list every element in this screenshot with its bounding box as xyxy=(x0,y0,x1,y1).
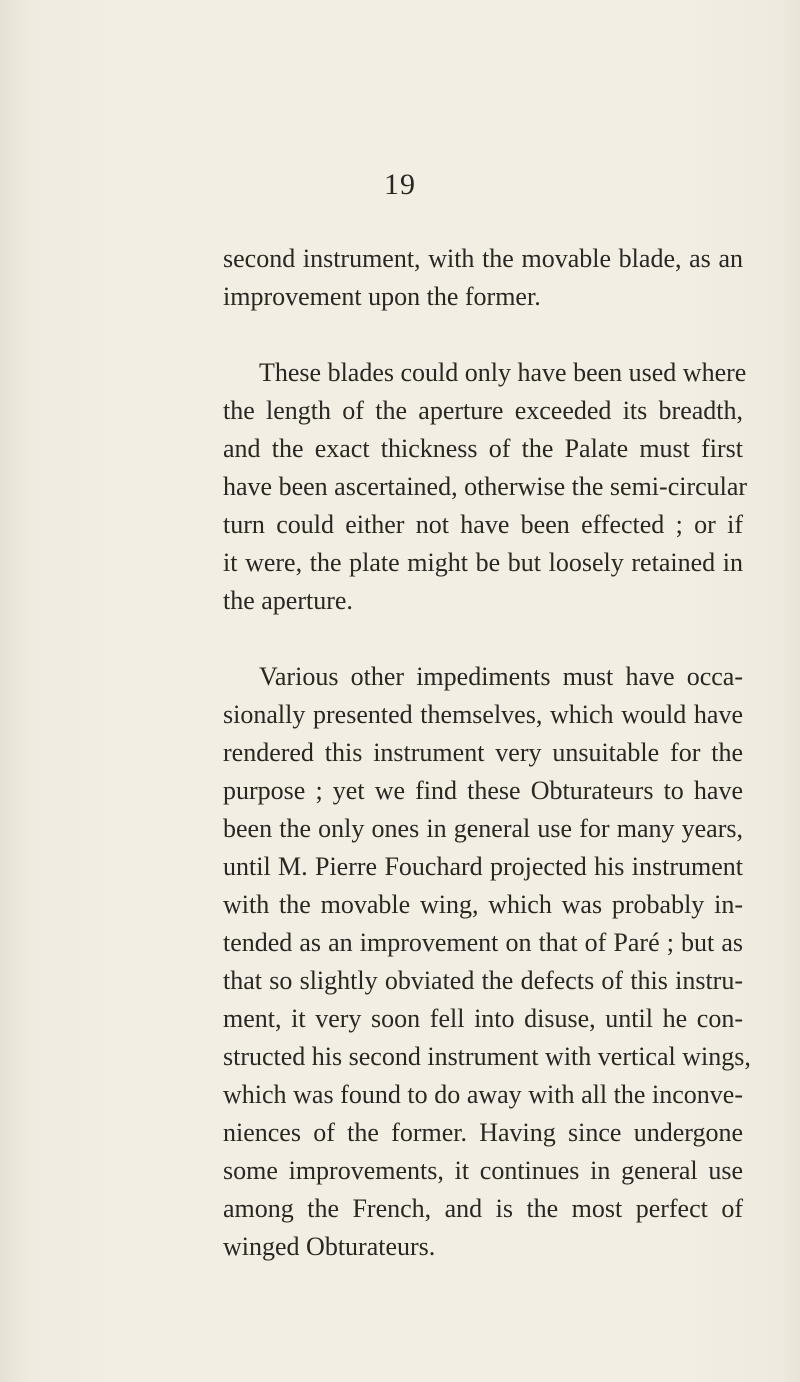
text-line: it were, the plate might be but loosely retained in xyxy=(223,548,743,577)
text-line: ment, it very soon fell into disuse, until he con- xyxy=(223,1004,743,1033)
text-line: tended as an improvement on that of Paré ; but as xyxy=(223,928,743,957)
text-line: structed his second instrument with vertical wings, xyxy=(223,1042,751,1071)
text-line: have been ascertained, otherwise the semi-circular xyxy=(223,472,748,501)
paragraph-gap xyxy=(223,620,743,658)
text-line: rendered this instrument very unsuitable for the xyxy=(223,738,743,767)
text-line: sionally presented themselves, which would have xyxy=(223,700,743,729)
text-line: turn could either not have been effected ; or if xyxy=(223,510,743,539)
text-line: been the only ones in general use for many years, xyxy=(223,814,743,843)
text-line: Various other impediments must have occa- xyxy=(259,662,743,691)
text-line: which was found to do away with all the inconve- xyxy=(223,1080,743,1109)
page-number: 19 xyxy=(384,168,416,201)
text-line: winged Obturateurs. xyxy=(223,1232,436,1261)
text-line: among the French, and is the most perfect of xyxy=(223,1194,743,1223)
body-text xyxy=(223,240,751,1266)
text-line: purpose ; yet we find these Obturateurs to have xyxy=(223,776,743,805)
text-line: second instrument, with the movable blade, as an xyxy=(223,244,743,273)
paragraph-gap xyxy=(223,316,743,354)
text-line: the length of the aperture exceeded its breadth, xyxy=(223,396,743,425)
text-line: until M. Pierre Fouchard projected his instrument xyxy=(223,852,743,881)
text-line: improvement upon the former. xyxy=(223,282,541,311)
text-line: that so slightly obviated the defects of this instru- xyxy=(223,966,743,995)
text-line: the aperture. xyxy=(223,586,353,615)
text-line: and the exact thickness of the Palate must first xyxy=(223,434,743,463)
text-line: with the movable wing, which was probably in- xyxy=(223,890,743,919)
text-line: niences of the former. Having since undergone xyxy=(223,1118,743,1147)
text-line: These blades could only have been used where xyxy=(259,358,747,387)
text-line: some improvements, it continues in general use xyxy=(223,1156,743,1185)
